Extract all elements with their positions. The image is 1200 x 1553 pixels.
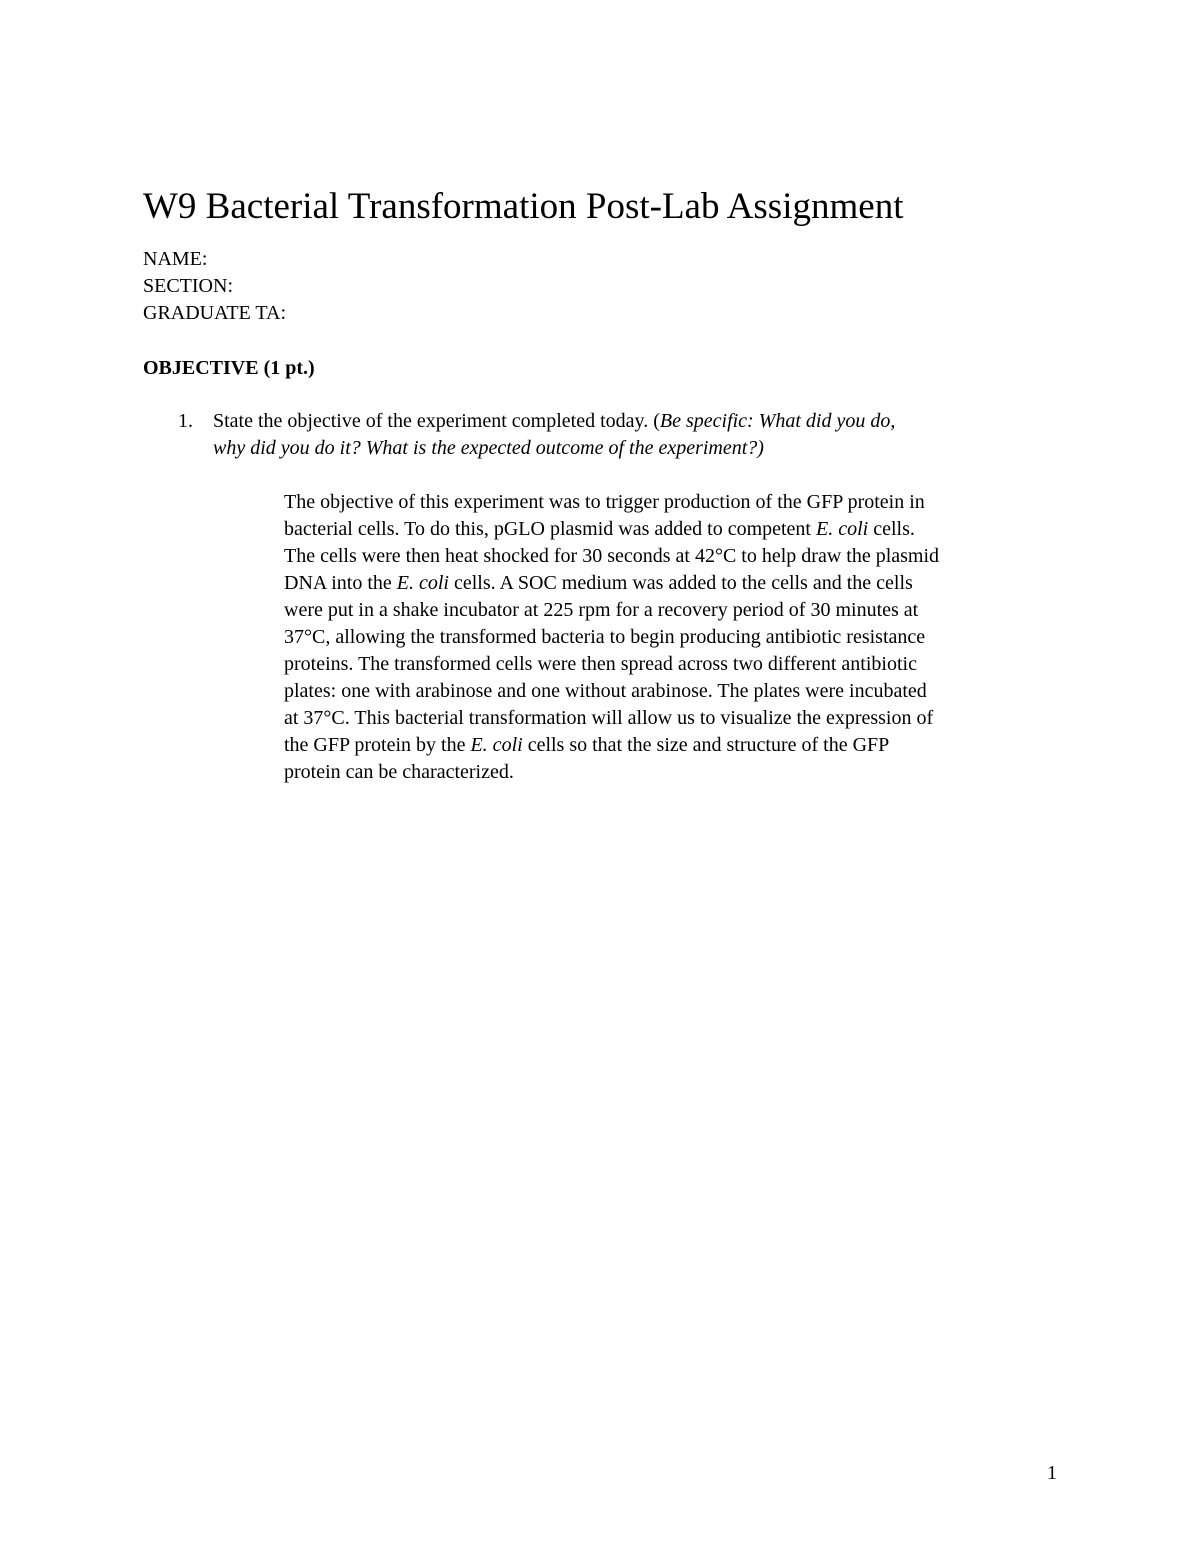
answer-line: protein can be characterized. <box>284 761 514 783</box>
question-number: 1. <box>178 410 193 432</box>
question-text <box>213 408 1063 462</box>
answer-text: cells. <box>868 518 915 540</box>
answer-paragraph <box>284 489 1074 786</box>
question-hint-part1: Be specific: What did you do, <box>659 410 896 432</box>
answer-text: DNA into the <box>284 572 397 594</box>
objective-heading: OBJECTIVE (1 pt.) <box>143 357 315 379</box>
species-name: E. coli <box>396 572 449 594</box>
answer-line: plates: one with arabinose and one without arabinose. The plates were incubated <box>284 680 927 702</box>
answer-text: cells. A SOC medium was added to the cells and the cells <box>449 572 913 594</box>
page-number: 1 <box>1047 1462 1057 1484</box>
answer-line: The objective of this experiment was to trigger production of the GFP protein in <box>284 491 925 513</box>
document-title: W9 Bacterial Transformation Post-Lab Assignment <box>143 186 904 227</box>
answer-line <box>284 732 1074 759</box>
species-name: E. coli <box>816 518 869 540</box>
species-name: E. coli <box>470 734 523 756</box>
answer-text: cells so that the size and structure of the GFP <box>522 734 890 756</box>
question-prompt: State the objective of the experiment completed today. ( <box>213 410 660 432</box>
answer-line <box>284 516 1074 543</box>
answer-line: at 37°C. This bacterial transformation will allow us to visualize the expression of <box>284 707 934 729</box>
answer-text: bacterial cells. To do this, pGLO plasmid was added to competent <box>284 518 816 540</box>
answer-line <box>284 570 1074 597</box>
answer-text: the GFP protein by the <box>284 734 471 756</box>
answer-line: were put in a shake incubator at 225 rpm for a recovery period of 30 minutes at <box>284 599 919 621</box>
question-hint-part2: why did you do it? What is the expected outcome of the experiment?) <box>213 437 764 459</box>
section-field-label: SECTION: <box>143 275 233 297</box>
name-field-label: NAME: <box>143 248 208 270</box>
answer-line: proteins. The transformed cells were then spread across two different antibiotic <box>284 653 917 675</box>
answer-line: The cells were then heat shocked for 30 seconds at 42°C to help draw the plasmid <box>284 545 940 567</box>
graduate-ta-field-label: GRADUATE TA: <box>143 302 287 324</box>
answer-line: 37°C, allowing the transformed bacteria to begin producing antibiotic resistance <box>284 626 926 648</box>
